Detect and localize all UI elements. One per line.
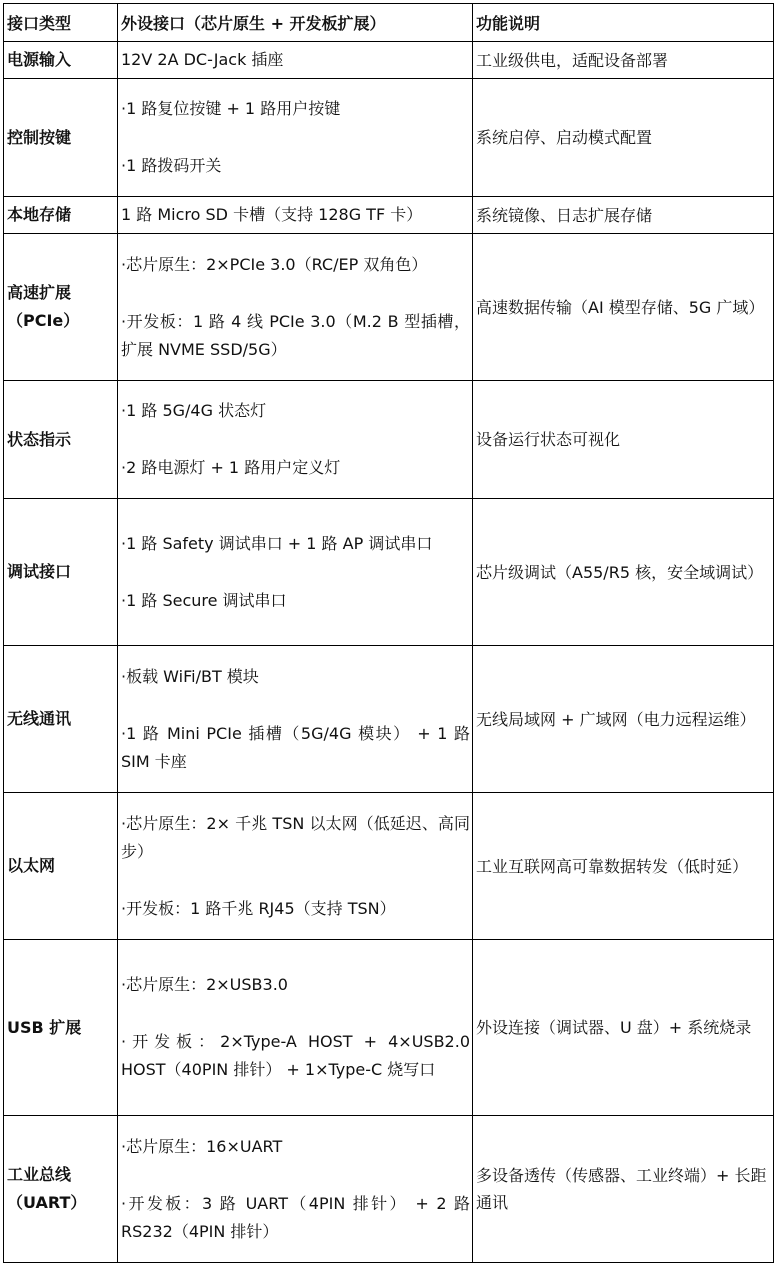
interface-type-cell: 控制按键 xyxy=(4,79,118,197)
interface-spec-table xyxy=(3,3,774,1263)
function-cell: 设备运行状态可视化 xyxy=(473,381,774,499)
header-row xyxy=(4,4,774,42)
header-peripheral-interface: 外设接口（芯片原生 + 开发板扩展） xyxy=(118,4,473,42)
table-row xyxy=(4,79,774,197)
peripheral-line: ·开发板：1 路千兆 RJ45（支持 TSN） xyxy=(121,898,396,918)
peripheral-line: ·开发板：3 路 UART（4PIN 排针） + 2 路 RS232（4PIN 排针） xyxy=(121,1193,470,1241)
peripheral-line: ·1 路 Safety 调试串口 + 1 路 AP 调试串口 xyxy=(121,533,433,553)
function-cell: 外设连接（调试器、U 盘）+ 系统烧录 xyxy=(473,940,774,1116)
function-cell: 多设备透传（传感器、工业终端）+ 长距通讯 xyxy=(473,1116,774,1263)
peripheral-line: ·1 路 5G/4G 状态灯 xyxy=(121,401,267,420)
peripheral-line: ·2 路电源灯 + 1 路用户定义灯 xyxy=(121,458,341,477)
interface-type-cell: 调试接口 xyxy=(4,499,118,646)
header-interface-type: 接口类型 xyxy=(4,4,118,42)
function-cell: 工业级供电，适配设备部署 xyxy=(473,42,774,79)
peripheral-line: ·1 路 Mini PCIe 插槽（5G/4G 模块） + 1 路 SIM 卡座 xyxy=(121,723,470,771)
function-cell: 系统镜像、日志扩展存储 xyxy=(473,197,774,234)
table-row xyxy=(4,197,774,234)
function-cell: 无线局域网 + 广域网（电力远程运维） xyxy=(473,646,774,793)
peripheral-cell xyxy=(118,42,473,79)
peripheral-cell xyxy=(118,79,473,197)
function-cell: 工业互联网高可靠数据转发（低时延） xyxy=(473,793,774,940)
interface-type-cell: 以太网 xyxy=(4,793,118,940)
peripheral-line: ·板载 WiFi/BT 模块 xyxy=(121,666,259,686)
interface-type-cell: 高速扩展（PCIe） xyxy=(4,234,118,381)
peripheral-line: ·芯片原生：2× 千兆 TSN 以太网（低延迟、高同步） xyxy=(121,813,470,861)
interface-type-cell: 电源输入 xyxy=(4,42,118,79)
peripheral-cell xyxy=(118,1116,473,1263)
peripheral-cell xyxy=(118,499,473,646)
table-row xyxy=(4,646,774,793)
peripheral-cell xyxy=(118,646,473,793)
peripheral-line: ·1 路复位按键 + 1 路用户按键 xyxy=(121,99,341,118)
peripheral-line: 1 路 Micro SD 卡槽（支持 128G TF 卡） xyxy=(121,205,423,224)
peripheral-cell xyxy=(118,197,473,234)
peripheral-line: ·开发板：1 路 4 线 PCIe 3.0（M.2 B 型插槽，扩展 NVME SSD/5G） xyxy=(121,311,470,359)
peripheral-line: ·1 路 Secure 调试串口 xyxy=(121,590,287,610)
header-function-desc: 功能说明 xyxy=(473,4,774,42)
interface-type-cell: 无线通讯 xyxy=(4,646,118,793)
peripheral-line: ·芯片原生：2×USB3.0 xyxy=(121,975,288,994)
interface-type-cell: 状态指示 xyxy=(4,381,118,499)
table-row xyxy=(4,234,774,381)
peripheral-line: ·1 路拨码开关 xyxy=(121,156,222,175)
function-cell: 系统启停、启动模式配置 xyxy=(473,79,774,197)
interface-type-cell: 本地存储 xyxy=(4,197,118,234)
table-row xyxy=(4,499,774,646)
peripheral-line: ·开发板：2×Type-A HOST + 4×USB2.0 HOST（40PIN 排针） + 1×Type-C 烧写口 xyxy=(121,1032,470,1079)
peripheral-cell xyxy=(118,940,473,1116)
peripheral-line: ·芯片原生：16×UART xyxy=(121,1136,283,1156)
peripheral-cell xyxy=(118,381,473,499)
peripheral-line: ·芯片原生：2×PCIe 3.0（RC/EP 双角色） xyxy=(121,254,428,274)
table-row xyxy=(4,1116,774,1263)
table-row xyxy=(4,42,774,79)
interface-type-cell: 工业总线（UART） xyxy=(4,1116,118,1263)
table-row xyxy=(4,793,774,940)
table-row xyxy=(4,940,774,1116)
peripheral-line: 12V 2A DC-Jack 插座 xyxy=(121,50,284,69)
interface-type-cell: USB 扩展 xyxy=(4,940,118,1116)
function-cell: 芯片级调试（A55/R5 核，安全域调试） xyxy=(473,499,774,646)
peripheral-cell xyxy=(118,793,473,940)
peripheral-cell xyxy=(118,234,473,381)
table-row xyxy=(4,381,774,499)
function-cell: 高速数据传输（AI 模型存储、5G 广域） xyxy=(473,234,774,381)
